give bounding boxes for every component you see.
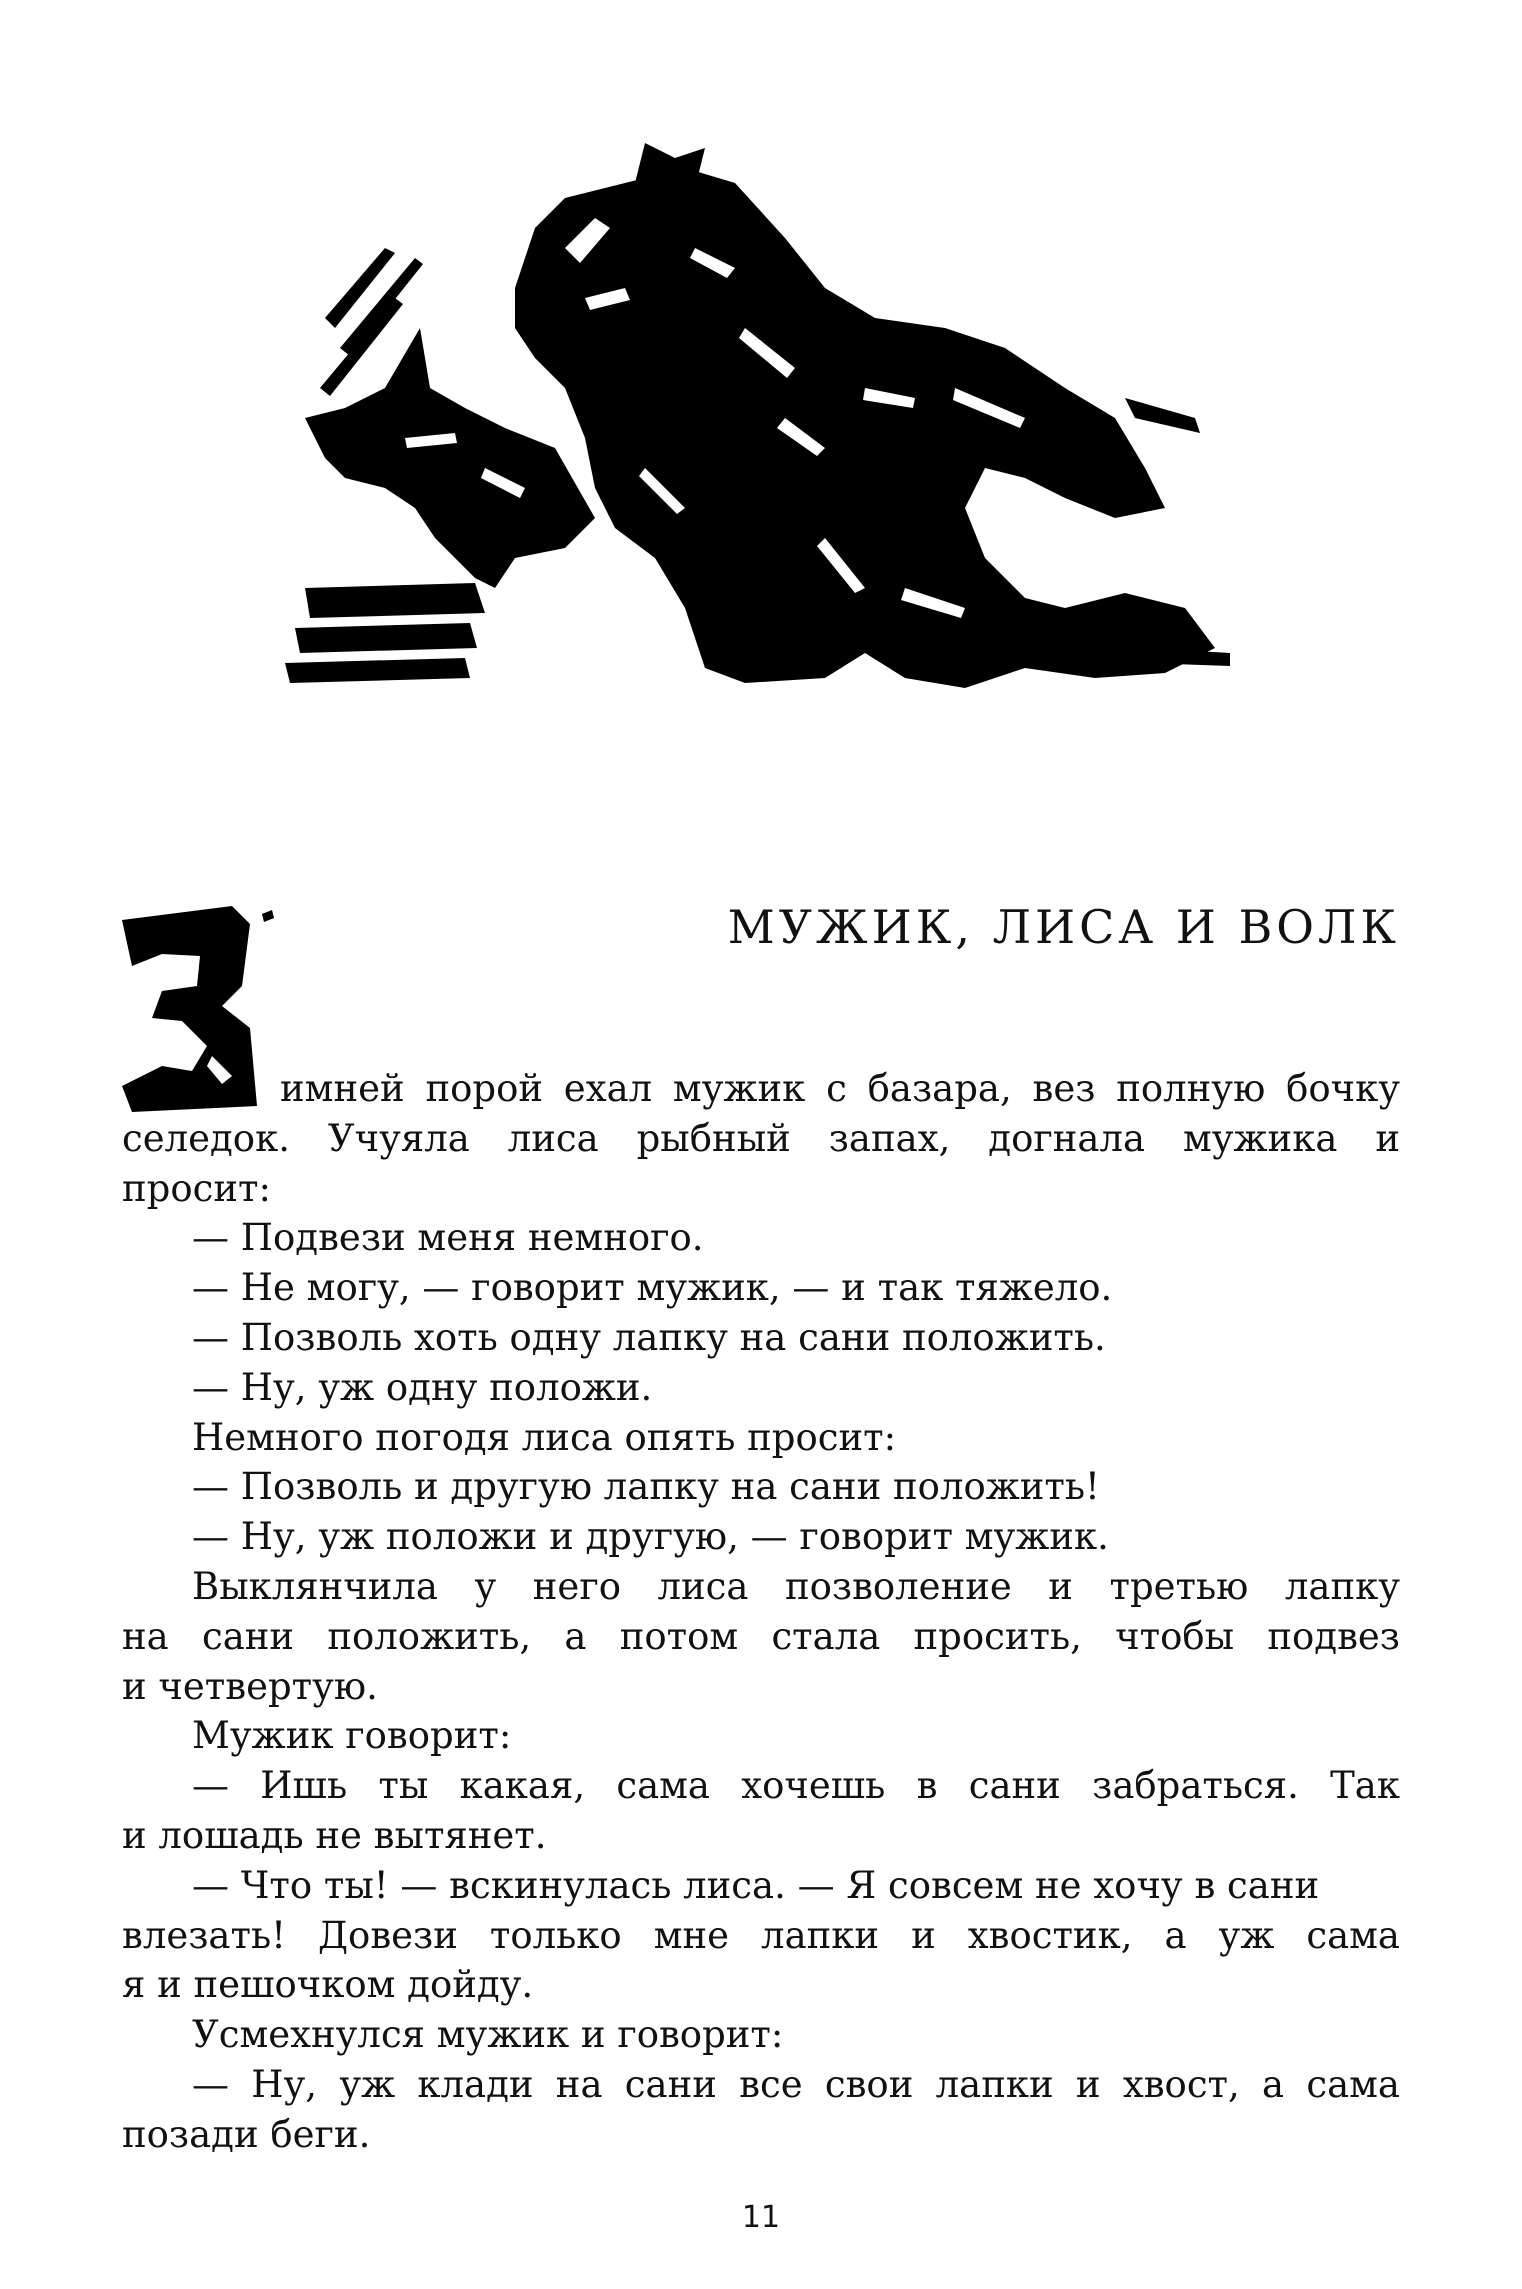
text-line: — Ну, уж клади на сани все свои лапки и хвост, а сама bbox=[192, 2062, 1400, 2106]
page-number: 11 bbox=[741, 2200, 781, 2235]
text-line: — Ишь ты какая, сама хочешь в сани забраться. Так bbox=[192, 1764, 1400, 1808]
text-line: и лошадь не вытянет. bbox=[122, 1813, 547, 1857]
text-line: на сани положить, а потом стала просить, чтобы подвез bbox=[122, 1614, 1400, 1658]
text-line: — Не могу, — говорит мужик, — и так тяжело. bbox=[192, 1266, 1113, 1310]
text-line: — Позволь хоть одну лапку на сани положить. bbox=[192, 1315, 1106, 1359]
text-line: просит: bbox=[122, 1166, 271, 1210]
story-title: МУЖИК, ЛИСА И ВОЛК bbox=[727, 900, 1400, 954]
text-line: влезать! Довези только мне лапки и хвостик, а уж сама bbox=[122, 1913, 1400, 1957]
text-line: я и пешочком дойду. bbox=[122, 1963, 534, 2007]
text-line: — Позволь и другую лапку на сани положить! bbox=[192, 1465, 1100, 1509]
text-line: — Ну, уж положи и другую, — говорит мужик. bbox=[192, 1515, 1109, 1559]
text-line: селедок. Учуяла лиса рыбный запах, догнала мужика и bbox=[122, 1116, 1400, 1160]
fox-and-wolf-woodcut-illustration bbox=[265, 88, 1255, 713]
text-line: имней порой ехал мужик с базара, вез полную бочку bbox=[280, 1067, 1400, 1110]
text-line: Немного погодя лиса опять просит: bbox=[192, 1415, 897, 1459]
text-line: — Ну, уж одну положи. bbox=[192, 1365, 653, 1409]
text-line: — Что ты! — вскинулась лиса. — Я совсем не хочу в сани bbox=[192, 1863, 1320, 1907]
text-line: Усмехнулся мужик и говорит: bbox=[192, 2013, 784, 2057]
text-line: позади беги. bbox=[122, 2112, 371, 2156]
text-line: и четвертую. bbox=[122, 1664, 378, 1708]
text-line: Выклянчила у него лиса позволение и третью лапку bbox=[192, 1564, 1400, 1608]
story-text bbox=[122, 1064, 1400, 2160]
text-line: Мужик говорит: bbox=[192, 1714, 512, 1758]
text-line: — Подвези меня немного. bbox=[192, 1216, 704, 1260]
